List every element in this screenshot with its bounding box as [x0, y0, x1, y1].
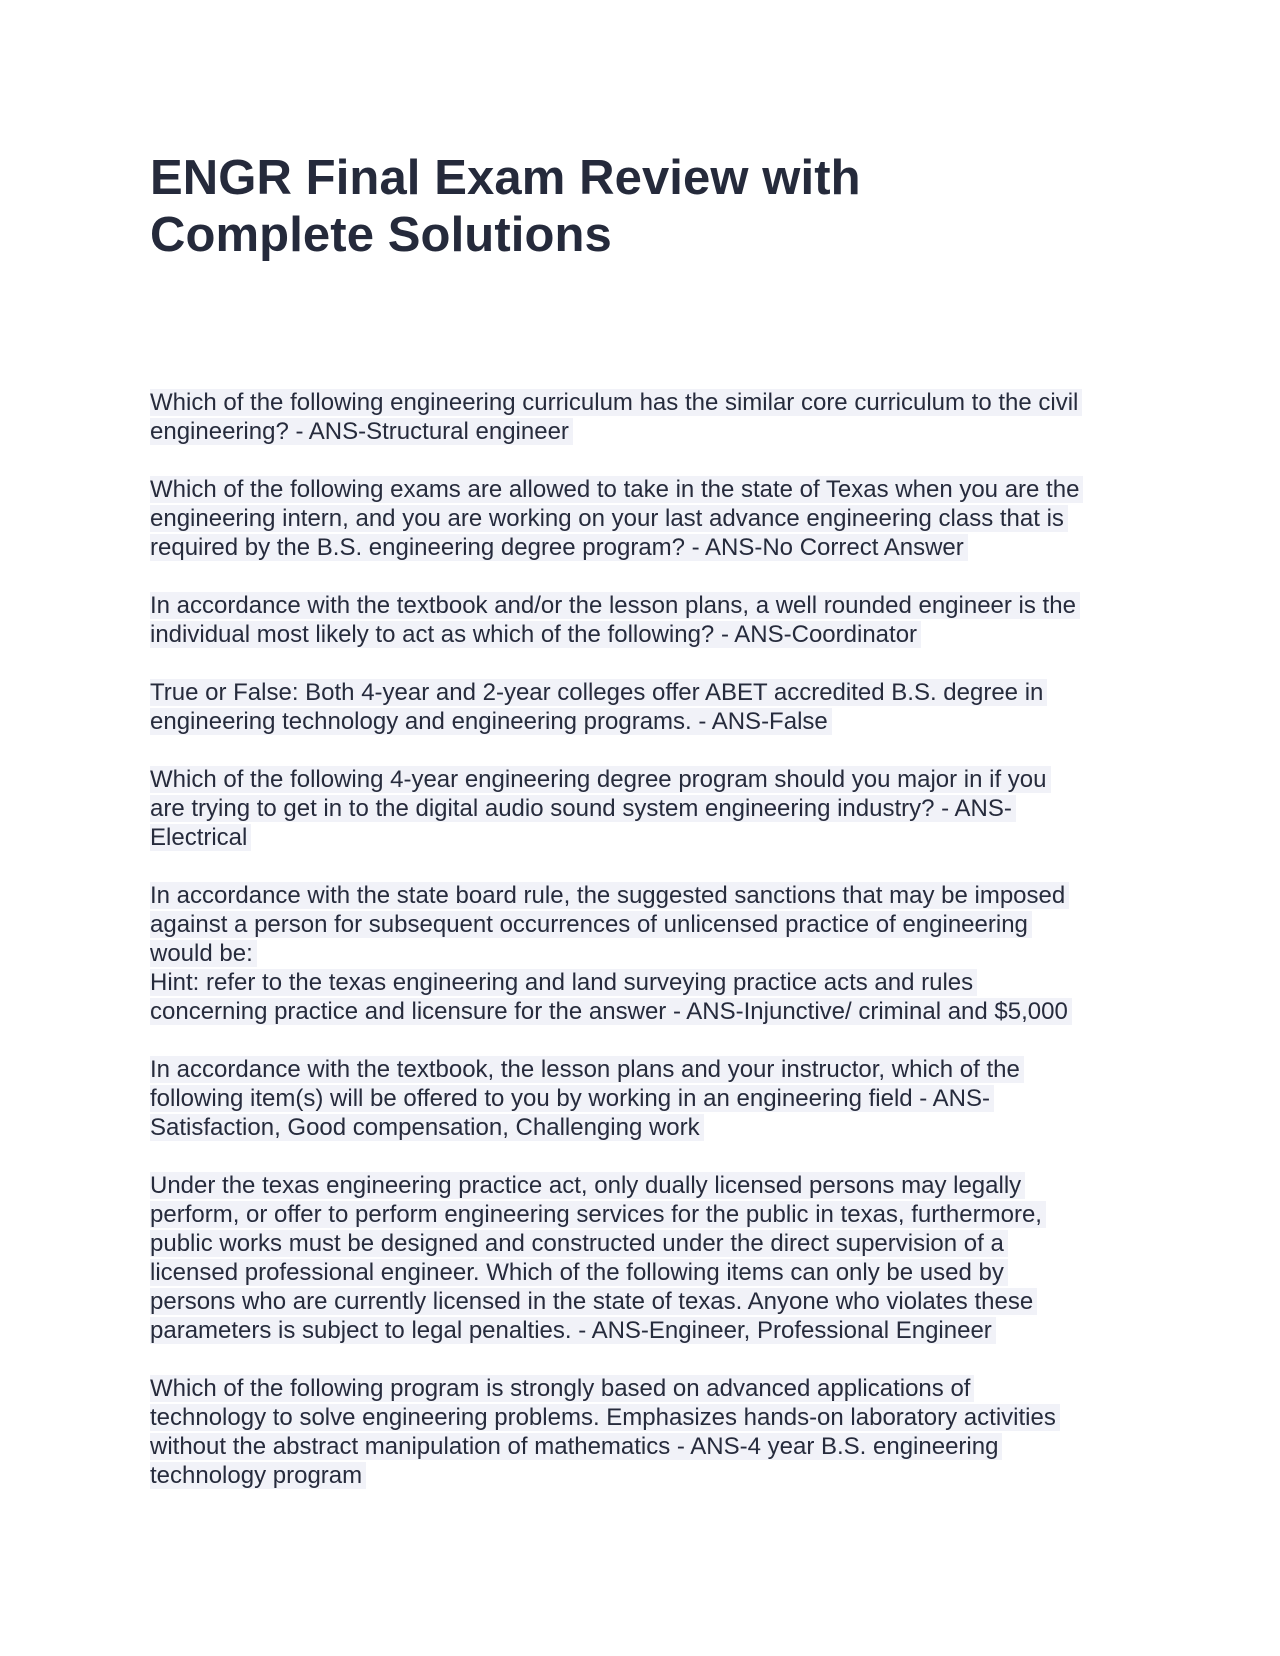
question-answer-line: In accordance with the state board rule, the suggested sanctions that may be imposed: [150, 882, 1069, 909]
question-answer-item: [150, 475, 1130, 562]
question-answer-line: Which of the following 4-year engineering degree program should you major in if you: [150, 766, 1051, 793]
question-answer-item: [150, 881, 1130, 1026]
question-answer-item: [150, 765, 1130, 852]
question-answer-line: perform, or offer to perform engineering services for the public in texas, furthermore,: [150, 1201, 1046, 1228]
question-answer-line: without the abstract manipulation of mathematics - ANS-4 year B.S. engineering: [150, 1433, 1002, 1460]
question-answer-line: Which of the following program is strongly based on advanced applications of: [150, 1375, 974, 1402]
document-title-line-2: Complete Solutions: [150, 208, 612, 262]
question-answer-line: engineering intern, and you are working on your last advance engineering class that is: [150, 505, 1068, 532]
question-answer-item: [150, 1171, 1130, 1345]
question-answer-line: Hint: refer to the texas engineering and land surveying practice acts and rules: [150, 969, 977, 996]
document-title-line-1: ENGR Final Exam Review with: [150, 151, 861, 205]
question-answer-line: technology to solve engineering problems. Emphasizes hands-on laboratory activities: [150, 1404, 1060, 1431]
document-title: [150, 150, 1130, 264]
question-answer-line: True or False: Both 4-year and 2-year colleges offer ABET accredited B.S. degree in: [150, 679, 1047, 706]
question-answer-line: persons who are currently licensed in the state of texas. Anyone who violates these: [150, 1288, 1037, 1315]
question-answer-item: [150, 1374, 1130, 1490]
question-answer-line: are trying to get in to the digital audio sound system engineering industry? - ANS-: [150, 795, 1016, 822]
question-answer-line: Which of the following exams are allowed to take in the state of Texas when you are the: [150, 476, 1083, 503]
question-answer-line: In accordance with the textbook, the lesson plans and your instructor, which of the: [150, 1056, 1024, 1083]
question-answer-line: In accordance with the textbook and/or the lesson plans, a well rounded engineer is the: [150, 592, 1080, 619]
question-answer-line: Electrical: [150, 824, 251, 851]
question-answer-line: individual most likely to act as which of the following? - ANS-Coordinator: [150, 621, 921, 648]
question-answer-item: [150, 678, 1130, 736]
question-answer-item: [150, 591, 1130, 649]
question-answer-line: technology program: [150, 1462, 366, 1489]
question-answer-line: parameters is subject to legal penalties. - ANS-Engineer, Professional Engineer: [150, 1317, 996, 1344]
question-answer-line: Under the texas engineering practice act, only dually licensed persons may legally: [150, 1172, 1025, 1199]
question-answer-line: public works must be designed and constructed under the direct supervision of a: [150, 1230, 1008, 1257]
question-answer-line: required by the B.S. engineering degree program? - ANS-No Correct Answer: [150, 534, 968, 561]
question-answer-line: engineering? - ANS-Structural engineer: [150, 418, 573, 445]
document-page: [150, 150, 1130, 1519]
question-answer-line: concerning practice and licensure for the answer - ANS-Injunctive/ criminal and $5,000: [150, 998, 1072, 1025]
question-answer-line: Which of the following engineering curriculum has the similar core curriculum to the civil: [150, 389, 1082, 416]
question-answer-list: [150, 388, 1130, 1490]
question-answer-line: licensed professional engineer. Which of the following items can only be used by: [150, 1259, 1008, 1286]
question-answer-line: Satisfaction, Good compensation, Challenging work: [150, 1114, 704, 1141]
question-answer-line: against a person for subsequent occurrences of unlicensed practice of engineering: [150, 911, 1032, 938]
question-answer-item: [150, 388, 1130, 446]
question-answer-item: [150, 1055, 1130, 1142]
question-answer-line: would be:: [150, 940, 257, 967]
question-answer-line: following item(s) will be offered to you by working in an engineering field - ANS-: [150, 1085, 994, 1112]
question-answer-line: engineering technology and engineering programs. - ANS-False: [150, 708, 832, 735]
